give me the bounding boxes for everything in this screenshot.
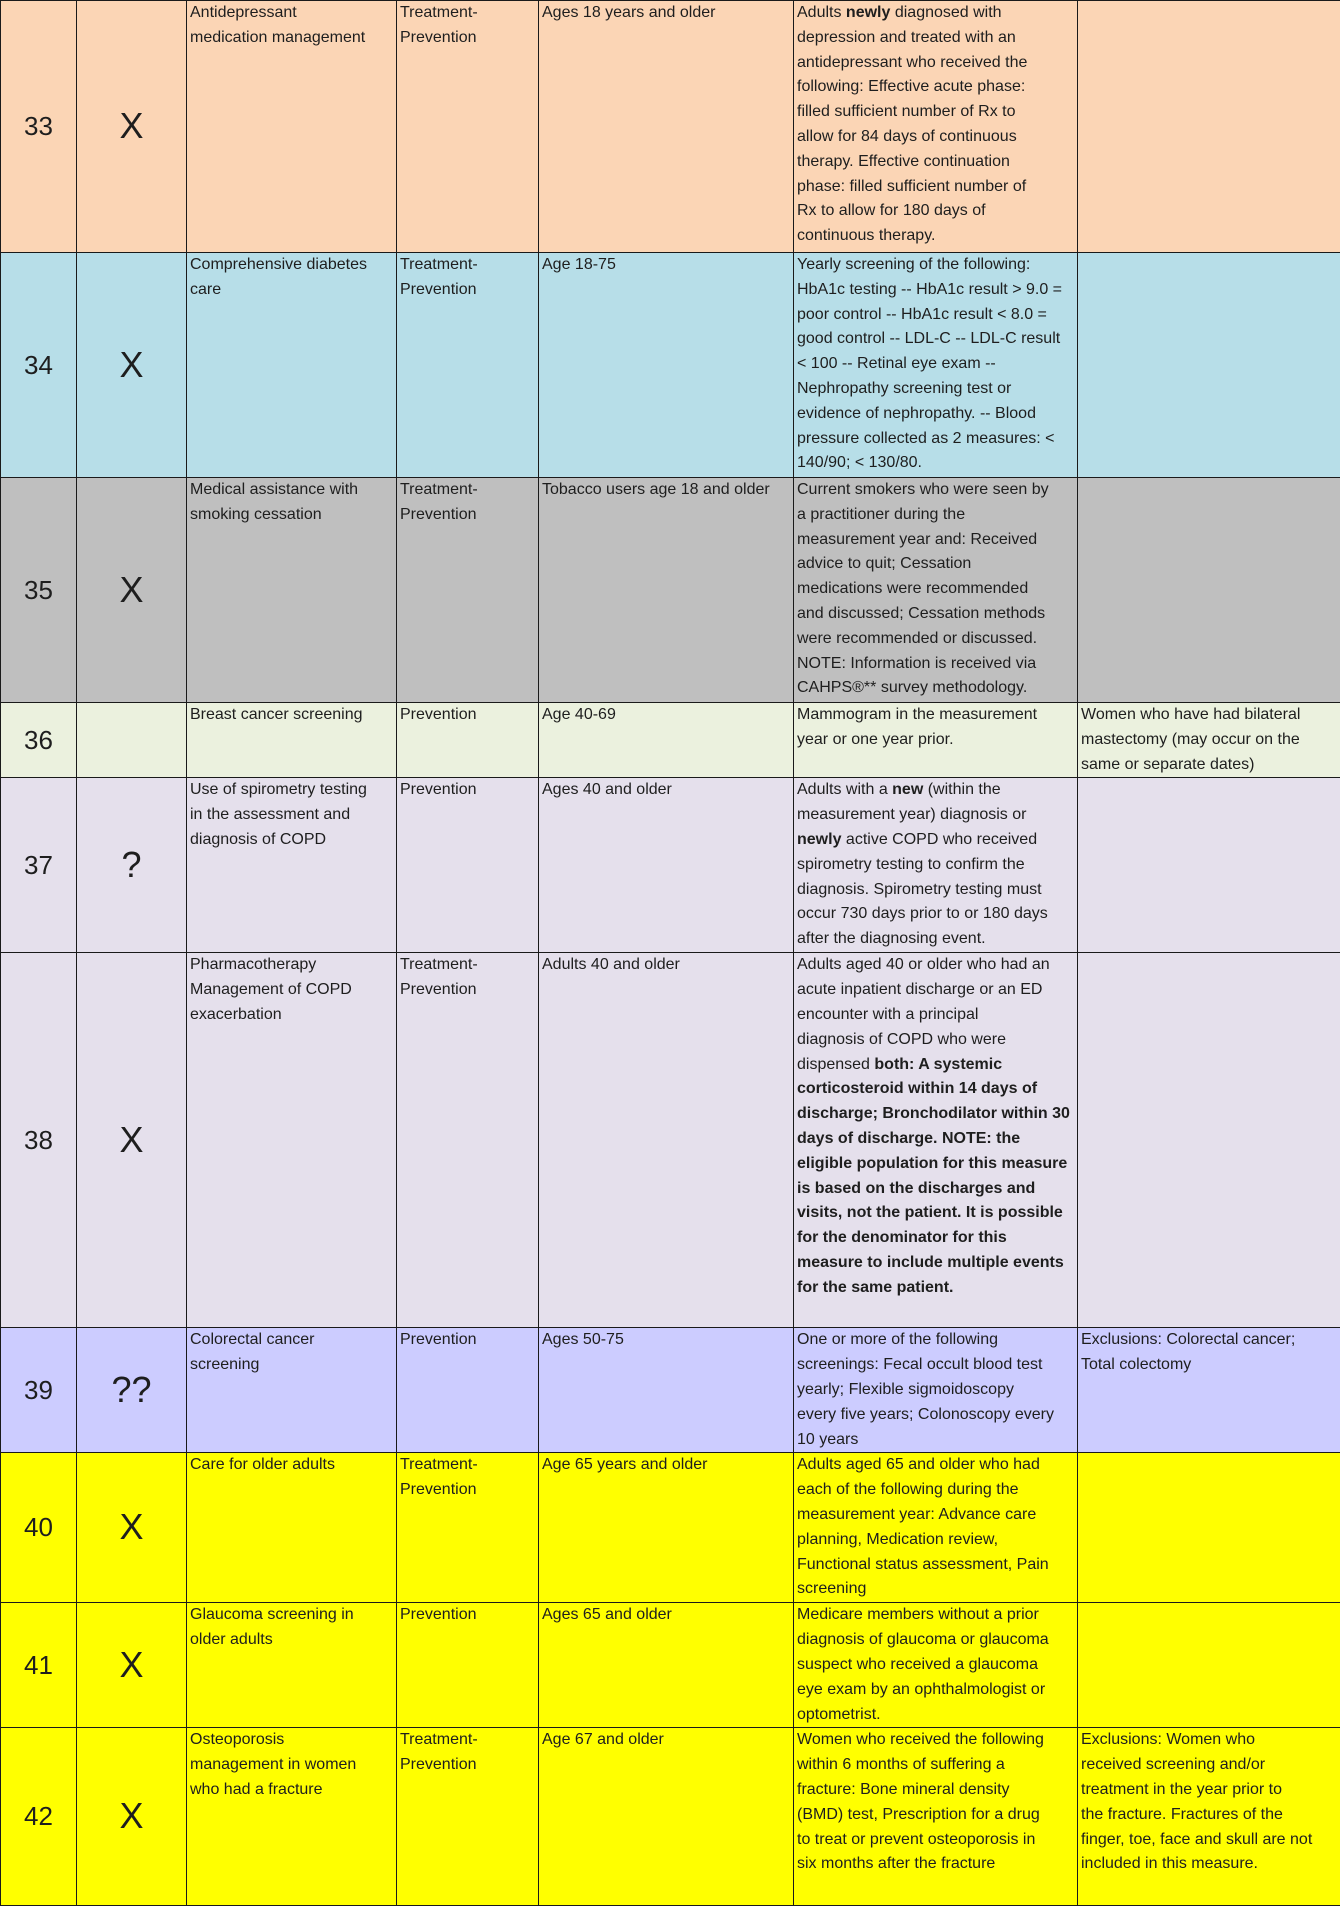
exclusions (1078, 1, 1340, 253)
eligible-age: Tobacco users age 18 and older (539, 478, 794, 703)
eligible-age: Age 18-75 (539, 253, 794, 478)
exclusion-line: Exclusions: Colorectal cancer; (1081, 1328, 1337, 1353)
description-line: evidence of nephropathy. -- Blood (797, 402, 1074, 427)
measure-type: Treatment- Prevention (397, 953, 539, 1328)
description-line: Adults aged 40 or older who had an (797, 953, 1074, 978)
description-line: allow for 84 days of continuous (797, 125, 1074, 150)
exclusions (1078, 1328, 1340, 1453)
description-line: Nephropathy screening test or (797, 377, 1074, 402)
exclusion-line: Total colectomy (1081, 1353, 1337, 1378)
description-line: eligible population for this measure (797, 1152, 1074, 1177)
measure-type: Treatment- Prevention (397, 1453, 539, 1603)
description-line: measure to include multiple events (797, 1251, 1074, 1276)
measure-description (794, 703, 1078, 778)
description-line: depression and treated with an (797, 26, 1074, 51)
measure-type: Prevention (397, 1328, 539, 1453)
exclusion-line: Women who have had bilateral (1081, 703, 1337, 728)
measure-type: Prevention (397, 1603, 539, 1728)
description-line: each of the following during the (797, 1478, 1074, 1503)
description-line: to treat or prevent osteoporosis in (797, 1828, 1074, 1853)
exclusion-line: finger, toe, face and skull are not (1081, 1828, 1337, 1853)
description-line: NOTE: Information is received via (797, 652, 1074, 677)
exclusions (1078, 703, 1340, 778)
status-mark: X (77, 1453, 187, 1603)
status-mark: X (77, 253, 187, 478)
measure-number: 35 (1, 478, 77, 703)
description-line: good control -- LDL-C -- LDL-C result (797, 327, 1074, 352)
eligible-age: Age 67 and older (539, 1728, 794, 1906)
eligible-age: Age 65 years and older (539, 1453, 794, 1603)
table-row (1, 703, 1340, 778)
exclusion-line: mastectomy (may occur on the (1081, 728, 1337, 753)
description-line: six months after the fracture (797, 1852, 1074, 1877)
measure-name: Use of spirometry testing in the assessment and diagnosis of COPD (187, 778, 397, 953)
status-mark: ? (77, 778, 187, 953)
exclusions (1078, 1728, 1340, 1906)
description-line: a practitioner during the (797, 503, 1074, 528)
exclusion-line: treatment in the year prior to (1081, 1778, 1337, 1803)
measure-name: Glaucoma screening in older adults (187, 1603, 397, 1728)
eligible-age: Ages 65 and older (539, 1603, 794, 1728)
measure-description (794, 478, 1078, 703)
table-row (1, 1328, 1340, 1453)
table-row (1, 778, 1340, 953)
description-line: occur 730 days prior to or 180 days (797, 902, 1074, 927)
description-line: diagnosis of glaucoma or glaucoma (797, 1628, 1074, 1653)
measure-type: Treatment- Prevention (397, 1, 539, 253)
description-line: Medicare members without a prior (797, 1603, 1074, 1628)
description-line: visits, not the patient. It is possible (797, 1201, 1074, 1226)
exclusions (1078, 478, 1340, 703)
description-line: is based on the discharges and (797, 1177, 1074, 1202)
measure-type: Treatment- Prevention (397, 1728, 539, 1906)
description-line: optometrist. (797, 1703, 1074, 1728)
description-line: Adults newly diagnosed with (797, 1, 1074, 26)
exclusion-line: included in this measure. (1081, 1852, 1337, 1877)
status-mark: X (77, 478, 187, 703)
description-line: Rx to allow for 180 days of (797, 199, 1074, 224)
measure-description (794, 953, 1078, 1328)
measure-name: Osteoporosis management in women who had a fracture (187, 1728, 397, 1906)
measure-description (794, 253, 1078, 478)
measure-number: 34 (1, 253, 77, 478)
description-line: days of discharge. NOTE: the (797, 1127, 1074, 1152)
description-line: dispensed both: A systemic (797, 1053, 1074, 1078)
description-line: measurement year and: Received (797, 528, 1074, 553)
measure-number: 38 (1, 953, 77, 1328)
exclusions (1078, 953, 1340, 1328)
exclusions (1078, 778, 1340, 953)
eligible-age: Ages 50-75 (539, 1328, 794, 1453)
measure-name: Breast cancer screening (187, 703, 397, 778)
measure-type: Prevention (397, 703, 539, 778)
measure-number: 42 (1, 1728, 77, 1906)
description-line: antidepressant who received the (797, 51, 1074, 76)
description-line: screenings: Fecal occult blood test (797, 1353, 1074, 1378)
description-line: suspect who received a glaucoma (797, 1653, 1074, 1678)
description-line: measurement year: Advance care (797, 1503, 1074, 1528)
description-line: corticosteroid within 14 days of (797, 1077, 1074, 1102)
measure-type: Prevention (397, 778, 539, 953)
description-line: HbA1c testing -- HbA1c result > 9.0 = (797, 278, 1074, 303)
measure-description (794, 1453, 1078, 1603)
status-mark: X (77, 953, 187, 1328)
description-line: planning, Medication review, (797, 1528, 1074, 1553)
table-row (1, 478, 1340, 703)
description-line: 140/90; < 130/80. (797, 451, 1074, 476)
description-line: after the diagnosing event. (797, 927, 1074, 952)
description-line: following: Effective acute phase: (797, 75, 1074, 100)
description-line: filled sufficient number of Rx to (797, 100, 1074, 125)
measure-name: Colorectal cancer screening (187, 1328, 397, 1453)
measure-description (794, 1328, 1078, 1453)
measure-name: Pharmacotherapy Management of COPD exacerbation (187, 953, 397, 1328)
measure-description (794, 1, 1078, 253)
description-line: measurement year) diagnosis or (797, 803, 1074, 828)
description-line: newly active COPD who received (797, 828, 1074, 853)
description-line: screening (797, 1577, 1074, 1602)
measure-name: Comprehensive diabetes care (187, 253, 397, 478)
description-line: diagnosis. Spirometry testing must (797, 878, 1074, 903)
description-line: therapy. Effective continuation (797, 150, 1074, 175)
exclusions (1078, 253, 1340, 478)
status-mark: X (77, 1728, 187, 1906)
description-line: were recommended or discussed. (797, 627, 1074, 652)
table-body (1, 1, 1340, 1906)
description-line: and discussed; Cessation methods (797, 602, 1074, 627)
exclusion-line: same or separate dates) (1081, 753, 1337, 778)
measure-description (794, 1603, 1078, 1728)
measure-name: Care for older adults (187, 1453, 397, 1603)
description-line: diagnosis of COPD who were (797, 1028, 1074, 1053)
description-line: Adults with a new (within the (797, 778, 1074, 803)
description-line: pressure collected as 2 measures: < (797, 427, 1074, 452)
description-line: Yearly screening of the following: (797, 253, 1074, 278)
eligible-age: Adults 40 and older (539, 953, 794, 1328)
table-row (1, 253, 1340, 478)
description-line: Adults aged 65 and older who had (797, 1453, 1074, 1478)
eligible-age: Ages 18 years and older (539, 1, 794, 253)
description-line: eye exam by an ophthalmologist or (797, 1678, 1074, 1703)
measure-description (794, 1728, 1078, 1906)
description-line: encounter with a principal (797, 1003, 1074, 1028)
description-line: phase: filled sufficient number of (797, 175, 1074, 200)
table-row (1, 1453, 1340, 1603)
description-line: Functional status assessment, Pain (797, 1553, 1074, 1578)
table-row (1, 1, 1340, 253)
measure-number: 37 (1, 778, 77, 953)
measure-number: 40 (1, 1453, 77, 1603)
measure-number: 36 (1, 703, 77, 778)
measure-name: Antidepressant medication management (187, 1, 397, 253)
table-row (1, 953, 1340, 1328)
description-line: One or more of the following (797, 1328, 1074, 1353)
exclusion-line: received screening and/or (1081, 1753, 1337, 1778)
eligible-age: Age 40-69 (539, 703, 794, 778)
description-line: < 100 -- Retinal eye exam -- (797, 352, 1074, 377)
description-line: CAHPS®** survey methodology. (797, 676, 1074, 701)
status-mark: ?? (77, 1328, 187, 1453)
exclusions (1078, 1603, 1340, 1728)
description-line: Mammogram in the measurement (797, 703, 1074, 728)
description-line: every five years; Colonoscopy every (797, 1403, 1074, 1428)
measure-type: Treatment- Prevention (397, 478, 539, 703)
description-line: year or one year prior. (797, 728, 1074, 753)
measure-description (794, 778, 1078, 953)
description-line: fracture: Bone mineral density (797, 1778, 1074, 1803)
measure-type: Treatment- Prevention (397, 253, 539, 478)
description-line: spirometry testing to confirm the (797, 853, 1074, 878)
description-line: advice to quit; Cessation (797, 552, 1074, 577)
description-line: medications were recommended (797, 577, 1074, 602)
status-mark (77, 703, 187, 778)
measure-name: Medical assistance with smoking cessation (187, 478, 397, 703)
description-line: for the same patient. (797, 1276, 1074, 1301)
exclusions (1078, 1453, 1340, 1603)
table-row (1, 1603, 1340, 1728)
measure-number: 41 (1, 1603, 77, 1728)
description-line: poor control -- HbA1c result < 8.0 = (797, 303, 1074, 328)
table-row (1, 1728, 1340, 1906)
description-line: 10 years (797, 1428, 1074, 1453)
measure-number: 39 (1, 1328, 77, 1453)
description-line: Current smokers who were seen by (797, 478, 1074, 503)
status-mark: X (77, 1, 187, 253)
eligible-age: Ages 40 and older (539, 778, 794, 953)
description-line: discharge; Bronchodilator within 30 (797, 1102, 1074, 1127)
description-line: Women who received the following (797, 1728, 1074, 1753)
measure-number: 33 (1, 1, 77, 253)
exclusion-line: the fracture. Fractures of the (1081, 1803, 1337, 1828)
exclusion-line: Exclusions: Women who (1081, 1728, 1337, 1753)
status-mark: X (77, 1603, 187, 1728)
description-line: within 6 months of suffering a (797, 1753, 1074, 1778)
description-line: yearly; Flexible sigmoidoscopy (797, 1378, 1074, 1403)
description-line: continuous therapy. (797, 224, 1074, 249)
description-line: (BMD) test, Prescription for a drug (797, 1803, 1074, 1828)
description-line: for the denominator for this (797, 1226, 1074, 1251)
description-line: acute inpatient discharge or an ED (797, 978, 1074, 1003)
